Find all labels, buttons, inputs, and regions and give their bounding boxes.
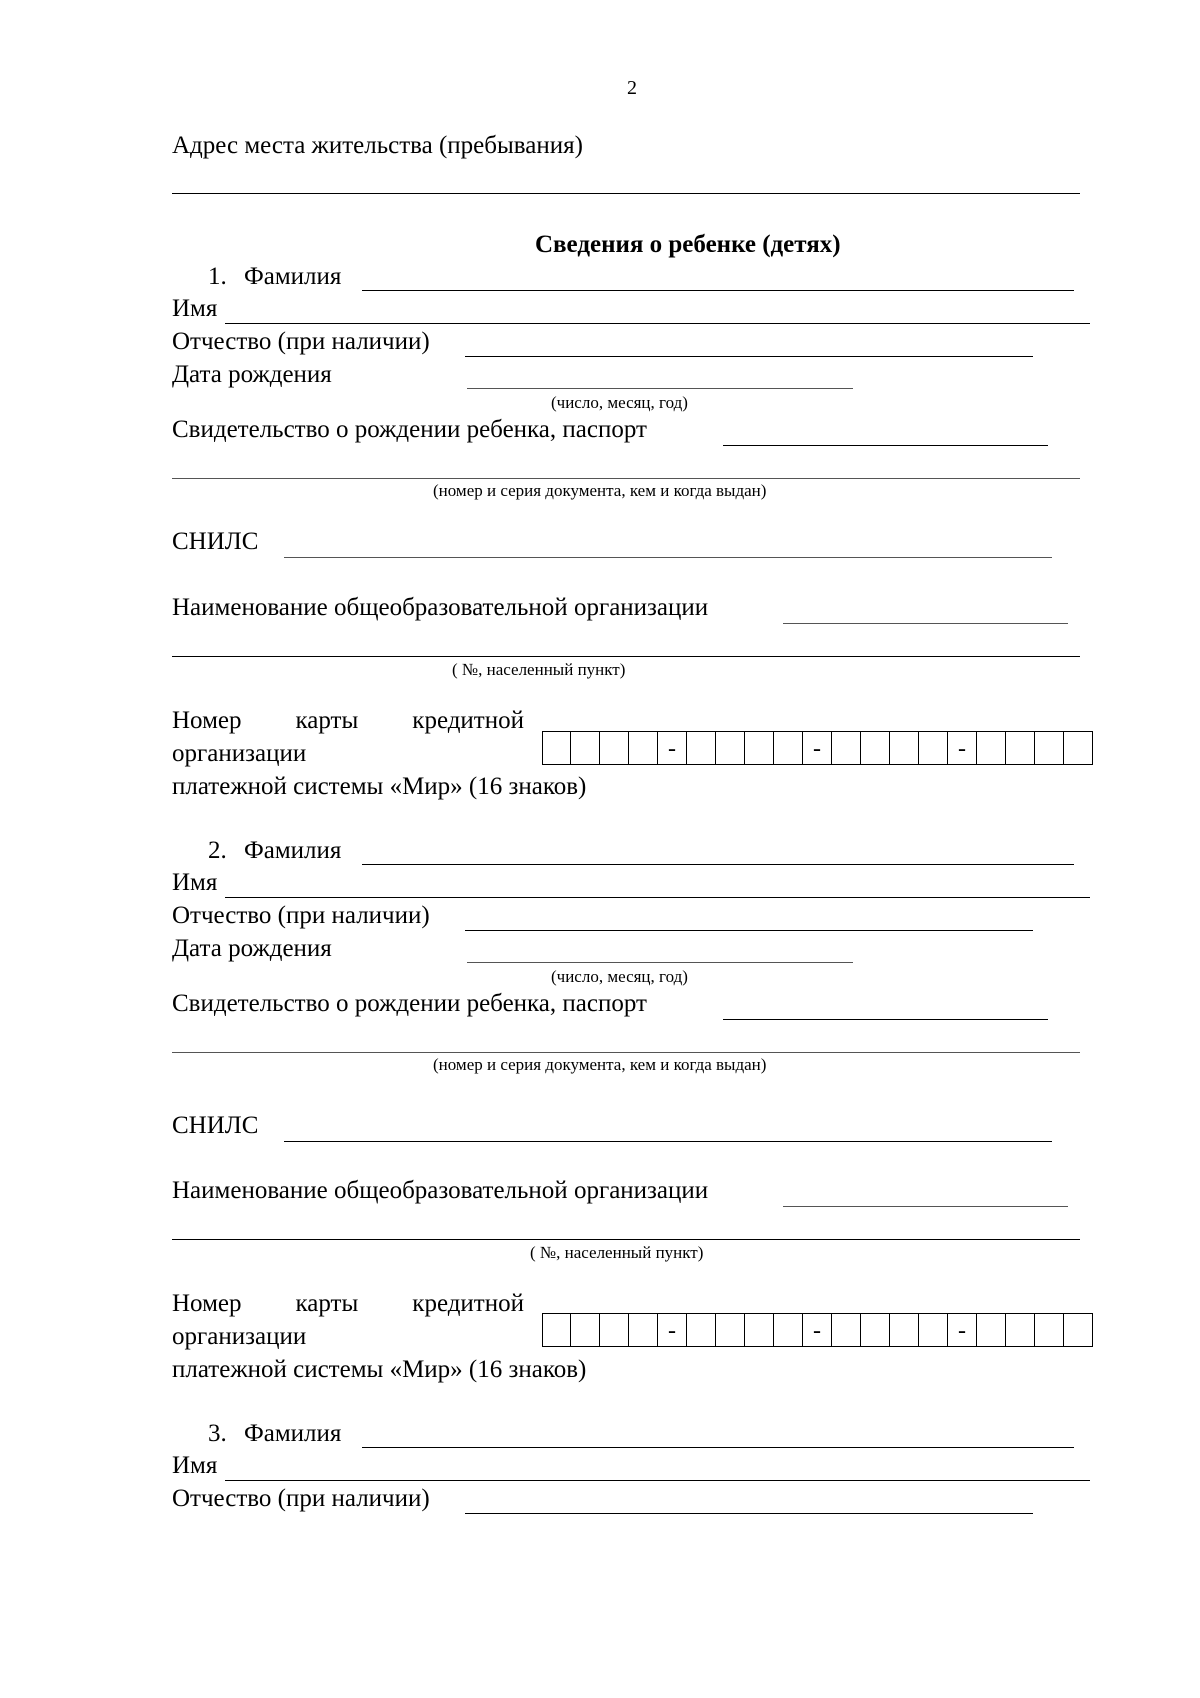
child-1-birthdate-label: Дата рождения (172, 361, 332, 388)
child-2-card-label-line2: организации (172, 1323, 307, 1350)
child-1-card-label-line1: Номер карты кредитной (172, 707, 524, 734)
card-digit-cell[interactable] (542, 1313, 571, 1347)
card-digit-cell[interactable] (1035, 1313, 1064, 1347)
card-digit-cell[interactable] (890, 731, 919, 765)
child-1-card-label-line3: платежной системы «Мир» (16 знаков) (172, 773, 587, 800)
child-3-name-field[interactable] (225, 1480, 1090, 1481)
card-digit-cell[interactable] (687, 731, 716, 765)
child-2-school-field[interactable] (783, 1206, 1068, 1207)
card-digit-cell[interactable] (977, 1313, 1006, 1347)
card-digit-cell[interactable] (1064, 1313, 1093, 1347)
child-1-school-hint: ( №, населенный пункт) (452, 660, 626, 679)
child-1-surname-field[interactable] (362, 290, 1074, 291)
child-3-number: 3. (208, 1420, 227, 1447)
child-3-surname-label: Фамилия (244, 1420, 342, 1447)
child-1-patronymic-label: Отчество (при наличии) (172, 328, 430, 355)
card-digit-cell[interactable] (629, 1313, 658, 1347)
child-2-name-field[interactable] (225, 897, 1090, 898)
card-digit-cell[interactable] (716, 1313, 745, 1347)
card-digit-cell[interactable] (571, 731, 600, 765)
child-2-name-label: Имя (172, 869, 218, 896)
address-label: Адрес места жительства (пребывания) (172, 132, 583, 159)
child-1-certificate-label: Свидетельство о рождении ребенка, паспорт (172, 416, 647, 443)
card-digit-cell[interactable] (687, 1313, 716, 1347)
card-digit-cell[interactable] (745, 731, 774, 765)
card-digit-cell[interactable] (600, 1313, 629, 1347)
child-2-school-field-line2[interactable] (172, 1239, 1080, 1240)
child-2-certificate-hint: (номер и серия документа, кем и когда выдан) (433, 1055, 767, 1074)
child-1-certificate-hint: (номер и серия документа, кем и когда выдан) (433, 481, 767, 500)
child-2-school-label: Наименование общеобразовательной организации (172, 1177, 709, 1204)
card-digit-cell[interactable] (832, 1313, 861, 1347)
child-1-snils-label: СНИЛС (172, 528, 259, 555)
card-digit-cell[interactable] (1006, 731, 1035, 765)
address-field[interactable] (172, 193, 1080, 194)
child-1-snils-field[interactable] (284, 557, 1052, 558)
child-2-number: 2. (208, 837, 227, 864)
child-3-patronymic-label: Отчество (при наличии) (172, 1485, 430, 1512)
child-1-birthdate-field[interactable] (467, 388, 853, 389)
child-1-name-field[interactable] (225, 323, 1090, 324)
child-1-name-label: Имя (172, 295, 218, 322)
card-digit-cell[interactable] (1064, 731, 1093, 765)
card-digit-cell[interactable] (774, 731, 803, 765)
page-number: 2 (627, 77, 637, 99)
child-2-birthdate-hint: (число, месяц, год) (551, 967, 688, 986)
card-separator: - (658, 731, 687, 765)
card-digit-cell[interactable] (629, 731, 658, 765)
child-1-certificate-field[interactable] (723, 445, 1048, 446)
child-2-certificate-field[interactable] (723, 1019, 1048, 1020)
card-separator: - (803, 1313, 832, 1347)
child-2-birthdate-field[interactable] (467, 962, 853, 963)
card-digit-cell[interactable] (861, 1313, 890, 1347)
child-2-surname-label: Фамилия (244, 837, 342, 864)
child-1-patronymic-field[interactable] (465, 356, 1033, 357)
card-separator: - (948, 1313, 977, 1347)
child-3-surname-field[interactable] (362, 1447, 1074, 1448)
child-3-patronymic-field[interactable] (465, 1513, 1033, 1514)
child-1-number: 1. (208, 263, 227, 290)
child-2-surname-field[interactable] (362, 864, 1074, 865)
card-digit-cell[interactable] (571, 1313, 600, 1347)
child-2-certificate-field-line2[interactable] (172, 1052, 1080, 1053)
card-digit-cell[interactable] (716, 731, 745, 765)
card-digit-cell[interactable] (890, 1313, 919, 1347)
card-digit-cell[interactable] (542, 731, 571, 765)
card-digit-cell[interactable] (1006, 1313, 1035, 1347)
card-digit-cell[interactable] (1035, 731, 1064, 765)
card-digit-cell[interactable] (919, 1313, 948, 1347)
card-digit-cell[interactable] (977, 731, 1006, 765)
child-2-snils-field[interactable] (284, 1141, 1052, 1142)
card-digit-cell[interactable] (861, 731, 890, 765)
child-2-card-number-grid[interactable] (542, 1313, 1093, 1347)
section-title: Сведения о ребенке (детях) (535, 231, 841, 258)
child-1-surname-label: Фамилия (244, 263, 342, 290)
child-1-card-label-line2: организации (172, 740, 307, 767)
child-2-school-hint: ( №, населенный пункт) (530, 1243, 704, 1262)
card-digit-cell[interactable] (600, 731, 629, 765)
child-1-card-number-grid[interactable] (542, 731, 1093, 765)
child-1-birthdate-hint: (число, месяц, год) (551, 393, 688, 412)
child-2-card-label-line3: платежной системы «Мир» (16 знаков) (172, 1356, 587, 1383)
child-1-certificate-field-line2[interactable] (172, 478, 1080, 479)
child-2-snils-label: СНИЛС (172, 1112, 259, 1139)
child-2-certificate-label: Свидетельство о рождении ребенка, паспорт (172, 990, 647, 1017)
card-separator: - (658, 1313, 687, 1347)
card-digit-cell[interactable] (832, 731, 861, 765)
card-separator: - (803, 731, 832, 765)
child-1-school-field[interactable] (783, 623, 1068, 624)
child-3-name-label: Имя (172, 1452, 218, 1479)
child-1-school-field-line2[interactable] (172, 656, 1080, 657)
child-1-school-label: Наименование общеобразовательной организации (172, 594, 709, 621)
card-separator: - (948, 731, 977, 765)
card-digit-cell[interactable] (919, 731, 948, 765)
card-digit-cell[interactable] (774, 1313, 803, 1347)
card-digit-cell[interactable] (745, 1313, 774, 1347)
child-2-birthdate-label: Дата рождения (172, 935, 332, 962)
child-2-card-label-line1: Номер карты кредитной (172, 1290, 524, 1317)
child-2-patronymic-field[interactable] (465, 930, 1033, 931)
child-2-patronymic-label: Отчество (при наличии) (172, 902, 430, 929)
